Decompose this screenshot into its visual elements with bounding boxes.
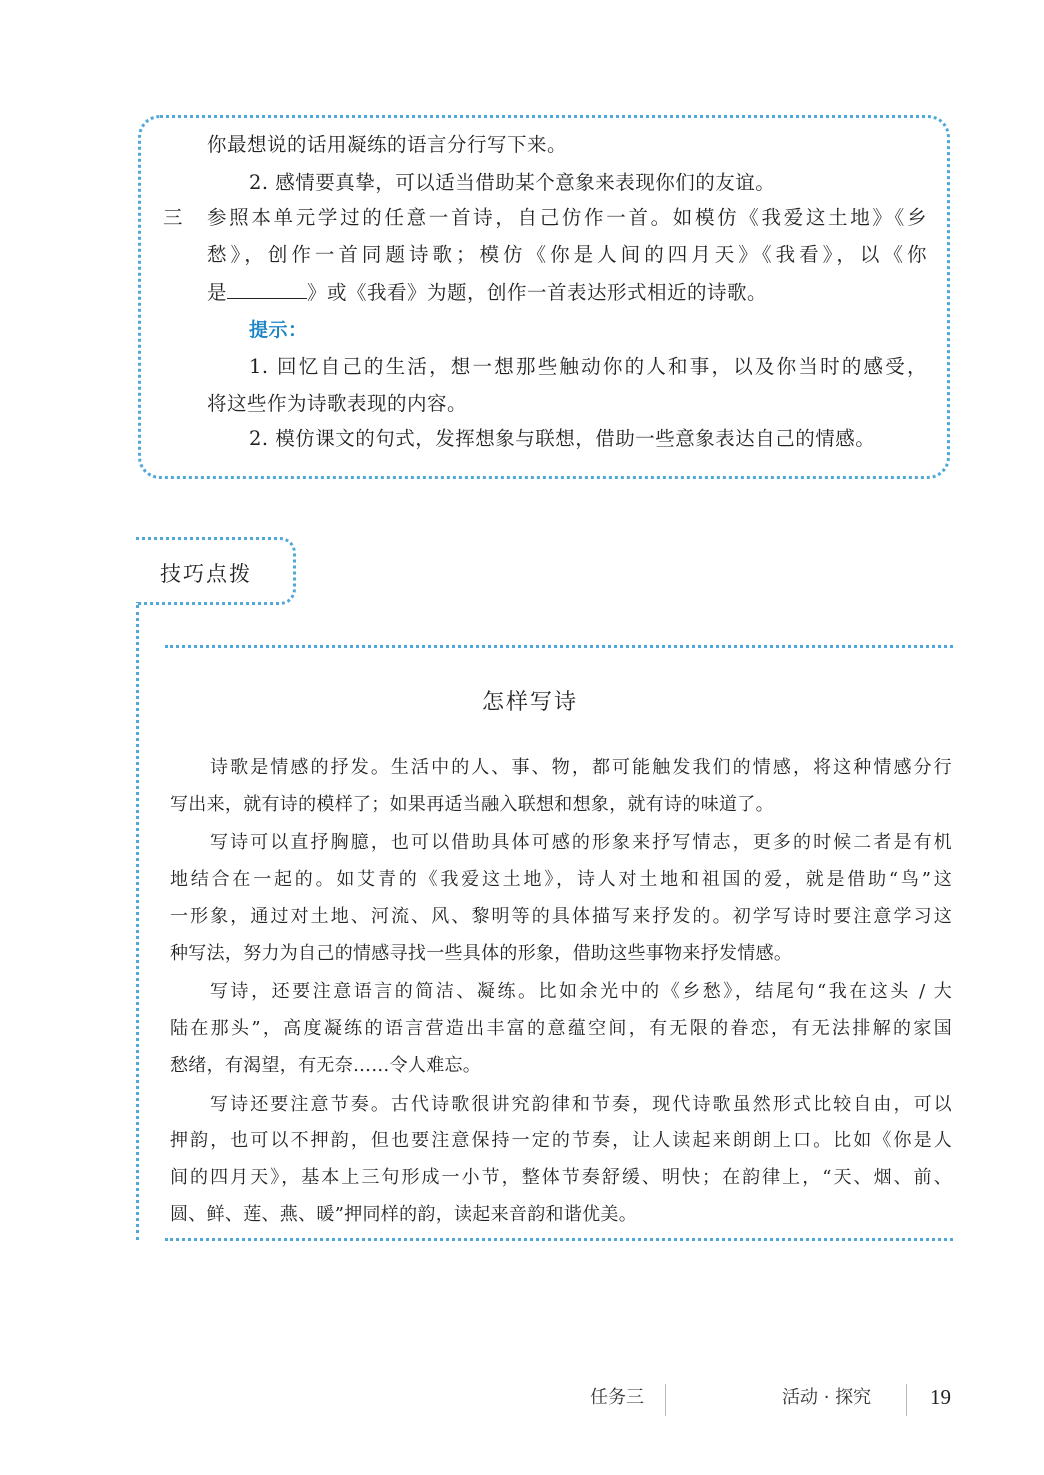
paragraph-line: 诗歌是情感的抒发。生活中的人、事、物，都可能触发我们的情感，将这种情感分行 — [210, 757, 952, 778]
paragraph-line: 间的四月天》，基本上三句形成一小节，整体节奏舒缓、明快；在韵律上，“天、烟、前、 — [170, 1167, 952, 1188]
hint-item-1: 1. 回忆自己的生活，想一想那些触动你的人和事，以及你当时的感受， — [249, 355, 927, 378]
paragraph-line: 写诗可以直抒胸臆，也可以借助具体可感的形象来抒写情志，更多的时候二者是有机 — [210, 832, 952, 853]
footer-task: 任务三 — [590, 1387, 644, 1408]
hint-item-1-cont: 将这些作为诗歌表现的内容。 — [207, 392, 468, 415]
page-number: 19 — [930, 1385, 951, 1409]
hint-label: 提示： — [249, 319, 308, 341]
divider — [165, 645, 953, 648]
divider — [165, 1238, 953, 1241]
item-3-line: 参照本单元学过的任意一首诗，自己仿作一首。如模仿《我爱这土地》《乡 — [207, 206, 927, 229]
section-label: 技巧点拨 — [160, 562, 252, 586]
paragraph-line: 圆、鲜、莲、燕、暖”押同样的韵，读起来音韵和谐优美。 — [170, 1204, 637, 1225]
paragraph-line: 押韵，也可以不押韵，但也要注意保持一定的节奏，让人读起来朗朗上口。比如《你是人 — [170, 1130, 952, 1151]
task-item-2: 2. 感情要真挚，可以适当借助某个意象来表现你们的友谊。 — [249, 171, 776, 194]
paragraph-line: 陆在那头”，高度凝练的语言营造出丰富的意蕴空间，有无限的眷恋，有无法排解的家国 — [170, 1018, 952, 1039]
paragraph-line: 愁绪，有渴望，有无奈……令人难忘。 — [170, 1055, 482, 1076]
item-3-post: 》或《我看》为题，创作一首表达形式相近的诗歌。 — [307, 281, 768, 304]
item-3-pre: 是 — [207, 281, 228, 304]
paragraph-line: 写出来，就有诗的模样了；如果再适当融入联想和想象，就有诗的味道了。 — [170, 794, 774, 815]
item-number: 三 — [163, 206, 184, 229]
paragraph-line: 地结合在一起的。如艾青的《我爱这土地》，诗人对土地和祖国的爱，就是借助“鸟”这 — [170, 869, 952, 890]
paragraph-line: 种写法，努力为自己的情感寻找一些具体的形象，借助这些事物来抒发情感。 — [170, 943, 793, 964]
footer-separator — [665, 1384, 666, 1416]
article-title: 怎样写诗 — [481, 690, 578, 715]
task-line: 你最想说的话用凝练的语言分行写下来。 — [207, 133, 568, 156]
paragraph-line: 写诗，还要注意语言的简洁、凝练。比如余光中的《乡愁》，结尾句“我在这头 / 大 — [210, 981, 952, 1002]
item-3-line — [207, 278, 767, 308]
footer-section: 活动 · 探究 — [782, 1387, 872, 1408]
footer-separator — [906, 1384, 907, 1416]
paragraph-line: 写诗还要注意节奏。古代诗歌很讲究韵律和节奏，现代诗歌虽然形式比较自由，可以 — [210, 1094, 952, 1115]
paragraph-line: 一形象，通过对土地、河流、风、黎明等的具体描写来抒发的。初学写诗时要注意学习这 — [170, 906, 952, 927]
item-3-line: 愁》，创作一首同题诗歌；模仿《你是人间的四月天》《我看》，以《你 — [207, 243, 927, 266]
hint-item-2: 2. 模仿课文的句式，发挥想象与联想，借助一些意象表达自己的情感。 — [249, 427, 876, 450]
fill-blank — [227, 280, 307, 299]
